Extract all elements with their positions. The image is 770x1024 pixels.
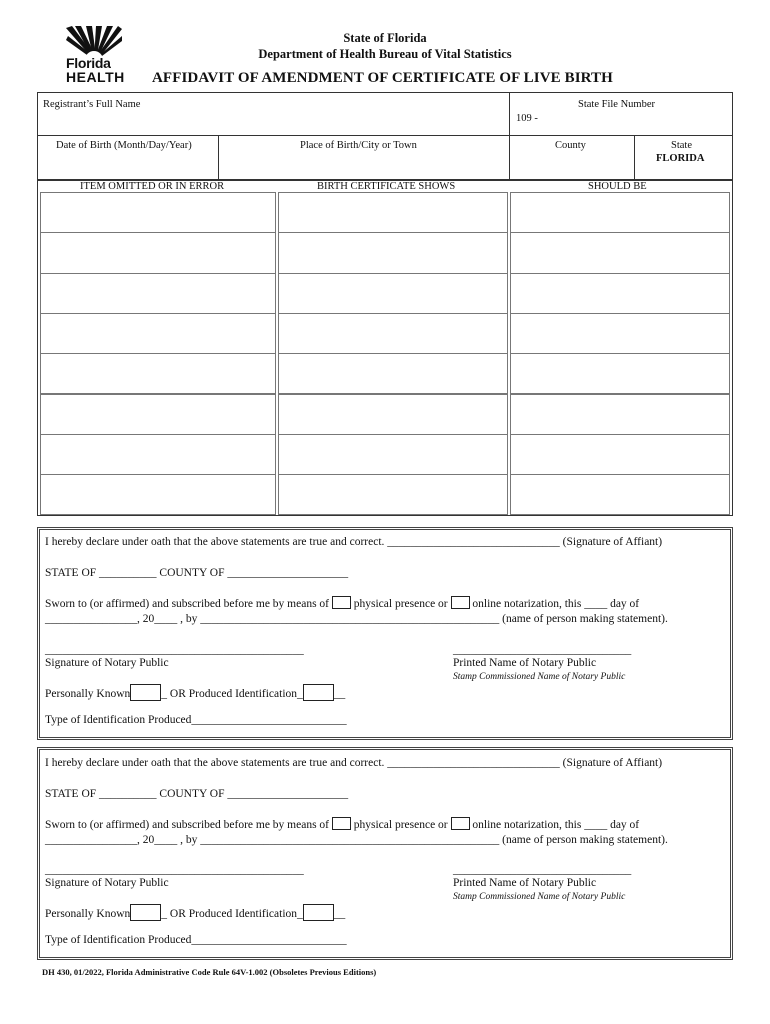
item-cell[interactable] [40,434,276,475]
sworn-statement [45,817,639,831]
shows-cell[interactable] [278,232,508,273]
state-file-number-label: State File Number [578,99,655,110]
stamp-label: Stamp Commissioned Name of Notary Public [453,672,626,682]
sworn-date-line[interactable]: ________________, 20____ , by ____________________________________________________ (name of person making statement). [45,834,668,846]
identification-line [45,904,345,921]
state-label: State [671,140,692,151]
item-cell[interactable] [40,474,276,515]
online-notarization-checkbox[interactable] [451,817,470,830]
column-header-should-be: SHOULD BE [588,181,647,192]
sworn-statement [45,596,639,610]
notary-signature-label: Signature of Notary Public [45,657,169,669]
produced-id-box[interactable] [303,684,334,701]
notary-signature-line[interactable]: _____________________________________________ [45,864,304,876]
header-state: State of Florida [343,31,427,45]
personally-known-label: Personally Known [45,908,131,920]
stamp-label: Stamp Commissioned Name of Notary Public [453,892,626,902]
shows-cell[interactable] [278,192,508,233]
shows-cell[interactable] [278,273,508,314]
shows-cell[interactable] [278,474,508,515]
column-header-shows: BIRTH CERTIFICATE SHOWS [317,181,456,192]
sworn-text: Sworn to (or affirmed) and subscribed before me by means of [45,598,330,610]
physical-presence-label: physical presence or [353,819,448,831]
should-be-cell[interactable] [510,232,730,273]
type-of-id-line[interactable]: Type of Identification Produced___________________________ [45,714,347,726]
produced-id-label: _ OR Produced Identification_ [161,908,303,920]
sworn-date-line[interactable]: ________________, 20____ , by ____________________________________________________ (name of person making statement). [45,613,668,625]
online-notarization-label: online notarization, this ____ day of [472,819,640,831]
physical-presence-checkbox[interactable] [332,596,351,609]
produced-id-box[interactable] [303,904,334,921]
shows-cell[interactable] [278,434,508,475]
physical-presence-checkbox[interactable] [332,817,351,830]
should-be-cell[interactable] [510,434,730,475]
oath-statement: I hereby declare under oath that the above statements are true and correct. ______________________________ (Signature of Affiant) [45,757,663,769]
header-department: Department of Health Bureau of Vital Statistics [258,47,512,61]
logo-text-health: HEALTH [66,69,125,85]
should-be-cell[interactable] [510,192,730,233]
item-cell[interactable] [40,232,276,273]
county-field[interactable]: County [555,140,586,151]
produced-id-label: _ OR Produced Identification_ [161,688,303,700]
printed-name-label: Printed Name of Notary Public [453,657,597,669]
item-cell[interactable] [40,273,276,314]
printed-name-line[interactable]: _______________________________ [453,644,632,656]
registrant-name-field[interactable]: Registrant’s Full Name [43,99,141,110]
item-cell[interactable] [40,192,276,233]
item-cell[interactable] [40,394,276,435]
should-be-cell[interactable] [510,474,730,515]
state-county-line[interactable]: STATE OF __________ COUNTY OF _____________________ [45,567,349,579]
shows-cell[interactable] [278,394,508,435]
id-tail: __ [333,908,346,920]
printed-name-line[interactable]: _______________________________ [453,864,632,876]
personally-known-label: Personally Known [45,688,131,700]
item-cell[interactable] [40,313,276,354]
online-notarization-label: online notarization, this ____ day of [472,598,640,610]
physical-presence-label: physical presence or [353,598,448,610]
place-of-birth-field[interactable]: Place of Birth/City or Town [300,140,417,151]
should-be-cell[interactable] [510,313,730,354]
date-of-birth-field[interactable]: Date of Birth (Month/Day/Year) [56,140,192,151]
should-be-cell[interactable] [510,394,730,435]
shows-cell[interactable] [278,353,508,394]
item-cell[interactable] [40,353,276,394]
personally-known-box[interactable] [130,684,161,701]
form-footer: DH 430, 01/2022, Florida Administrative Code Rule 64V-1.002 (Obsoletes Previous Editions) [42,967,377,977]
printed-name-label: Printed Name of Notary Public [453,877,597,889]
id-tail: __ [333,688,346,700]
notary-signature-line[interactable]: _____________________________________________ [45,644,304,656]
state-value: FLORIDA [656,153,705,164]
notary-signature-label: Signature of Notary Public [45,877,169,889]
logo-text-florida: Florida [66,55,111,71]
should-be-cell[interactable] [510,273,730,314]
sworn-text: Sworn to (or affirmed) and subscribed before me by means of [45,819,330,831]
online-notarization-checkbox[interactable] [451,596,470,609]
state-county-line[interactable]: STATE OF __________ COUNTY OF _____________________ [45,788,349,800]
column-header-item: ITEM OMITTED OR IN ERROR [80,181,225,192]
should-be-cell[interactable] [510,353,730,394]
state-file-number-field[interactable]: 109 - [516,113,538,124]
affidavit-section-1 [37,527,733,740]
personally-known-box[interactable] [130,904,161,921]
identification-line [45,684,345,701]
affidavit-section-2 [37,747,733,960]
oath-statement: I hereby declare under oath that the above statements are true and correct. ______________________________ (Signature of Affiant) [45,536,663,548]
type-of-id-line[interactable]: Type of Identification Produced___________________________ [45,934,347,946]
shows-cell[interactable] [278,313,508,354]
form-title: AFFIDAVIT OF AMENDMENT OF CERTIFICATE OF LIVE BIRTH [152,70,613,86]
